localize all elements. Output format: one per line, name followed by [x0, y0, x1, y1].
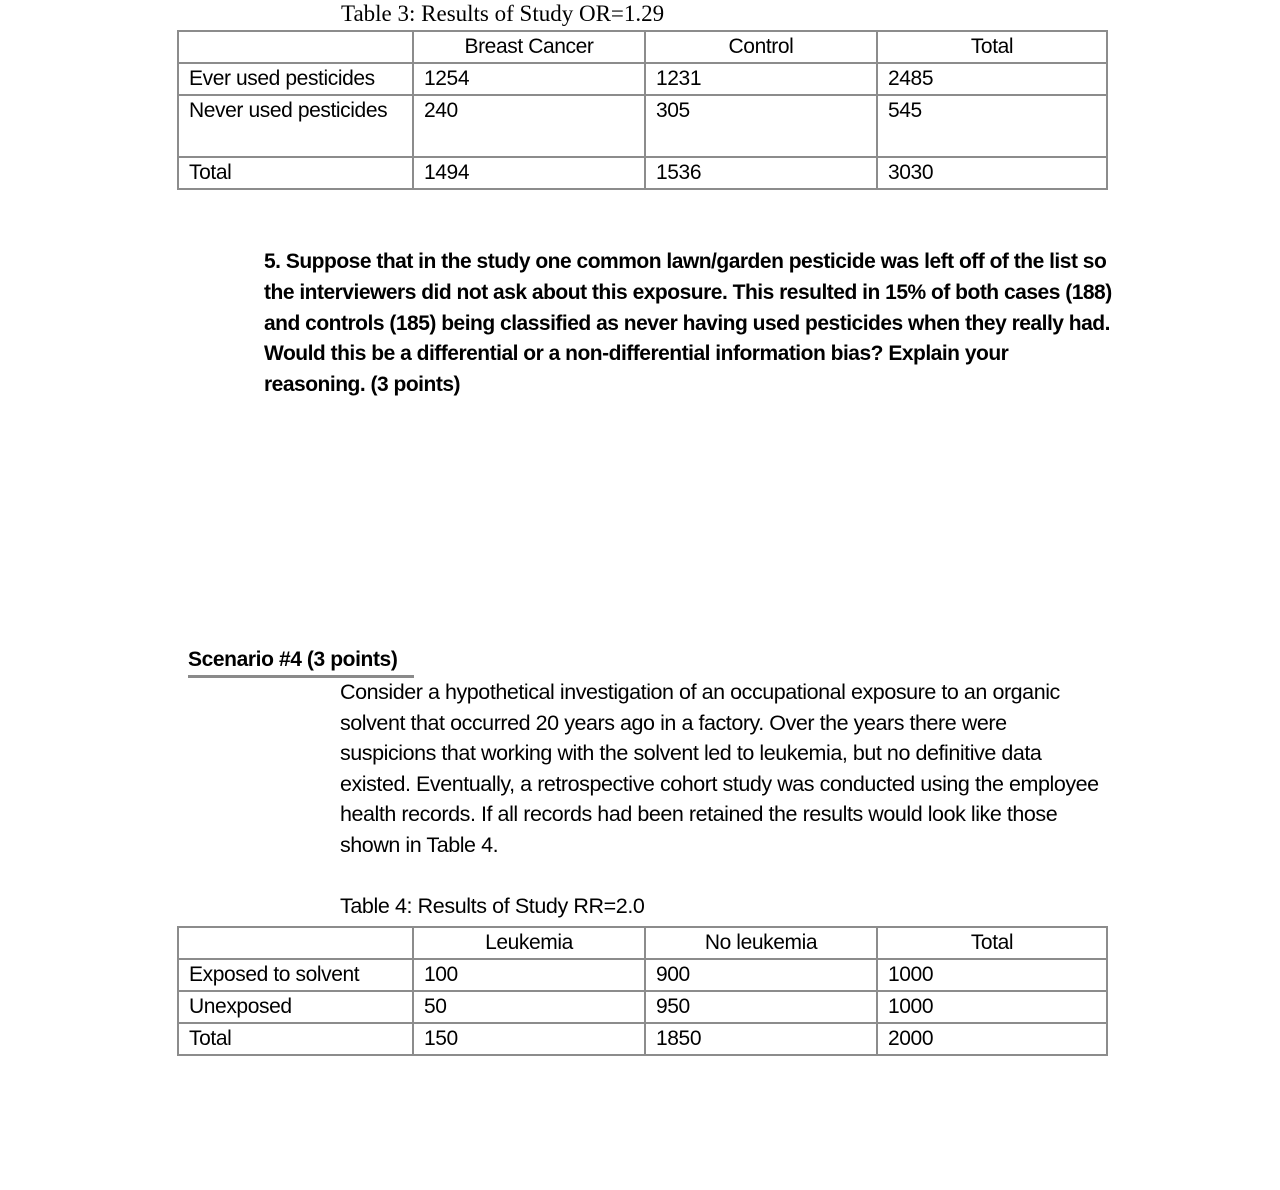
row-label: Never used pesticides — [178, 95, 413, 157]
table-cell: 1231 — [645, 63, 877, 95]
table4-header-blank — [178, 927, 413, 959]
table-cell: 2485 — [877, 63, 1107, 95]
row-label: Total — [178, 157, 413, 189]
table-cell: 1000 — [877, 959, 1107, 991]
row-label: Ever used pesticides — [178, 63, 413, 95]
scenario-4-body: Consider a hypothetical investigation of an occupational exposure to an organic solvent that occurred 20 years ago in a factory. Over the years there were suspicions that working with the solvent led to leukemia, but no definitive data existed. Eventually, a retrospective cohort study was conducted using the employee health records. If all records had been retained the results would look like those shown in Table 4. — [340, 680, 1099, 857]
table-row — [178, 991, 1107, 1023]
table4-results-rr — [177, 926, 1108, 1056]
table4-header-total: Total — [877, 927, 1107, 959]
table-cell: 1254 — [413, 63, 645, 95]
row-label: Total — [178, 1023, 413, 1055]
table-cell: 305 — [645, 95, 877, 157]
table3-header-row — [178, 31, 1107, 63]
table-row — [178, 95, 1107, 157]
table-row — [178, 1023, 1107, 1055]
table4-header-no-leukemia: No leukemia — [645, 927, 877, 959]
table-cell: 50 — [413, 991, 645, 1023]
table-cell: 900 — [645, 959, 877, 991]
table3-title: Table 3: Results of Study OR=1.29 — [341, 1, 665, 26]
table-row — [178, 157, 1107, 189]
question-5-text: 5. Suppose that in the study one common lawn/garden pesticide was left off of the list so the interviewers did not ask about this exposure. This resulted in 15% of both cases (188) and controls (185) being classified as never having used pesticides when they really had. Would this be a differential or a non-differential information bias? Explain your reasoning. (3 points) — [264, 250, 1112, 397]
table4-header-leukemia: Leukemia — [413, 927, 645, 959]
table-cell: 1850 — [645, 1023, 877, 1055]
scenario-4-heading: Scenario #4 (3 points) — [188, 648, 398, 671]
row-label: Unexposed — [178, 991, 413, 1023]
table3-results-or — [177, 30, 1108, 190]
table3-header-control: Control — [645, 31, 877, 63]
table-cell: 545 — [877, 95, 1107, 157]
table4-title: Table 4: Results of Study RR=2.0 — [340, 894, 645, 918]
table3-header-breast-cancer: Breast Cancer — [413, 31, 645, 63]
table3-header-total: Total — [877, 31, 1107, 63]
table-cell: 950 — [645, 991, 877, 1023]
table-row — [178, 959, 1107, 991]
table-cell: 100 — [413, 959, 645, 991]
table4-header-row — [178, 927, 1107, 959]
row-label: Exposed to solvent — [178, 959, 413, 991]
table-cell: 1536 — [645, 157, 877, 189]
table-row — [178, 63, 1107, 95]
table-cell: 150 — [413, 1023, 645, 1055]
table-cell: 1494 — [413, 157, 645, 189]
table3-header-blank — [178, 31, 413, 63]
table-cell: 1000 — [877, 991, 1107, 1023]
table-cell: 3030 — [877, 157, 1107, 189]
table-cell: 240 — [413, 95, 645, 157]
table-cell: 2000 — [877, 1023, 1107, 1055]
